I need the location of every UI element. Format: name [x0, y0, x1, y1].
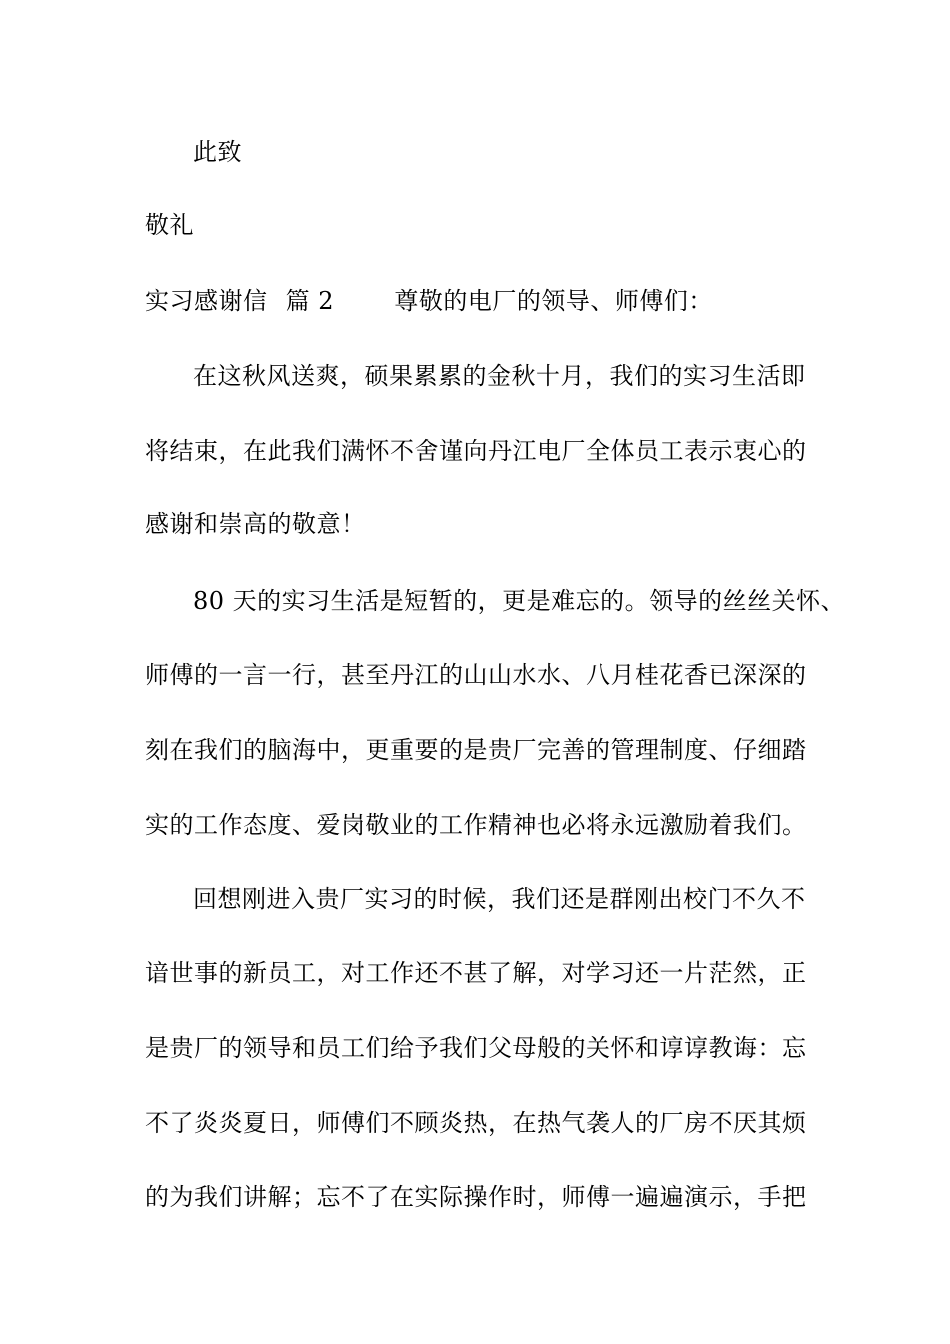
body-line: 是贵厂的领导和员工们给予我们父母般的关怀和谆谆教诲：忘: [145, 1034, 807, 1062]
heading-line: [145, 286, 713, 316]
letter-title: 实习感谢信: [145, 287, 268, 315]
body-line: 谙世事的新员工，对工作还不甚了解，对学习还一片茫然，正: [145, 959, 807, 987]
body-line: 师傅的一言一行，甚至丹江的山山水水、八月桂花香已深深的: [145, 661, 807, 689]
body-line: 回想刚进入贵厂实习的时候，我们还是群刚出校门不久不: [193, 885, 806, 913]
section-number: 篇 2: [285, 287, 335, 315]
body-line: 80 天的实习生活是短暂的，更是难忘的。领导的丝丝关怀、: [193, 587, 846, 615]
greeting: 尊敬的电厂的领导、师傅们：: [394, 287, 713, 315]
body-line: 实的工作态度、爱岗敬业的工作精神也必将永远激励着我们。: [145, 811, 807, 839]
body-line: 的为我们讲解；忘不了在实际操作时，师傅一遍遍演示，手把: [145, 1183, 807, 1211]
body-line: 刻在我们的脑海中，更重要的是贵厂完善的管理制度、仔细踏: [145, 736, 807, 764]
body-line: 不了炎炎夏日，师傅们不顾炎热，在热气袭人的厂房不厌其烦: [145, 1109, 807, 1137]
body-line: 将结束，在此我们满怀不舍谨向丹江电厂全体员工表示衷心的: [145, 437, 807, 465]
closing-line: 此致: [193, 138, 242, 166]
body-line: 在这秋风送爽，硕果累累的金秋十月，我们的实习生活即: [193, 362, 806, 390]
salute-line: 敬礼: [145, 211, 194, 239]
body-line: 感谢和崇高的敬意！: [145, 510, 366, 538]
